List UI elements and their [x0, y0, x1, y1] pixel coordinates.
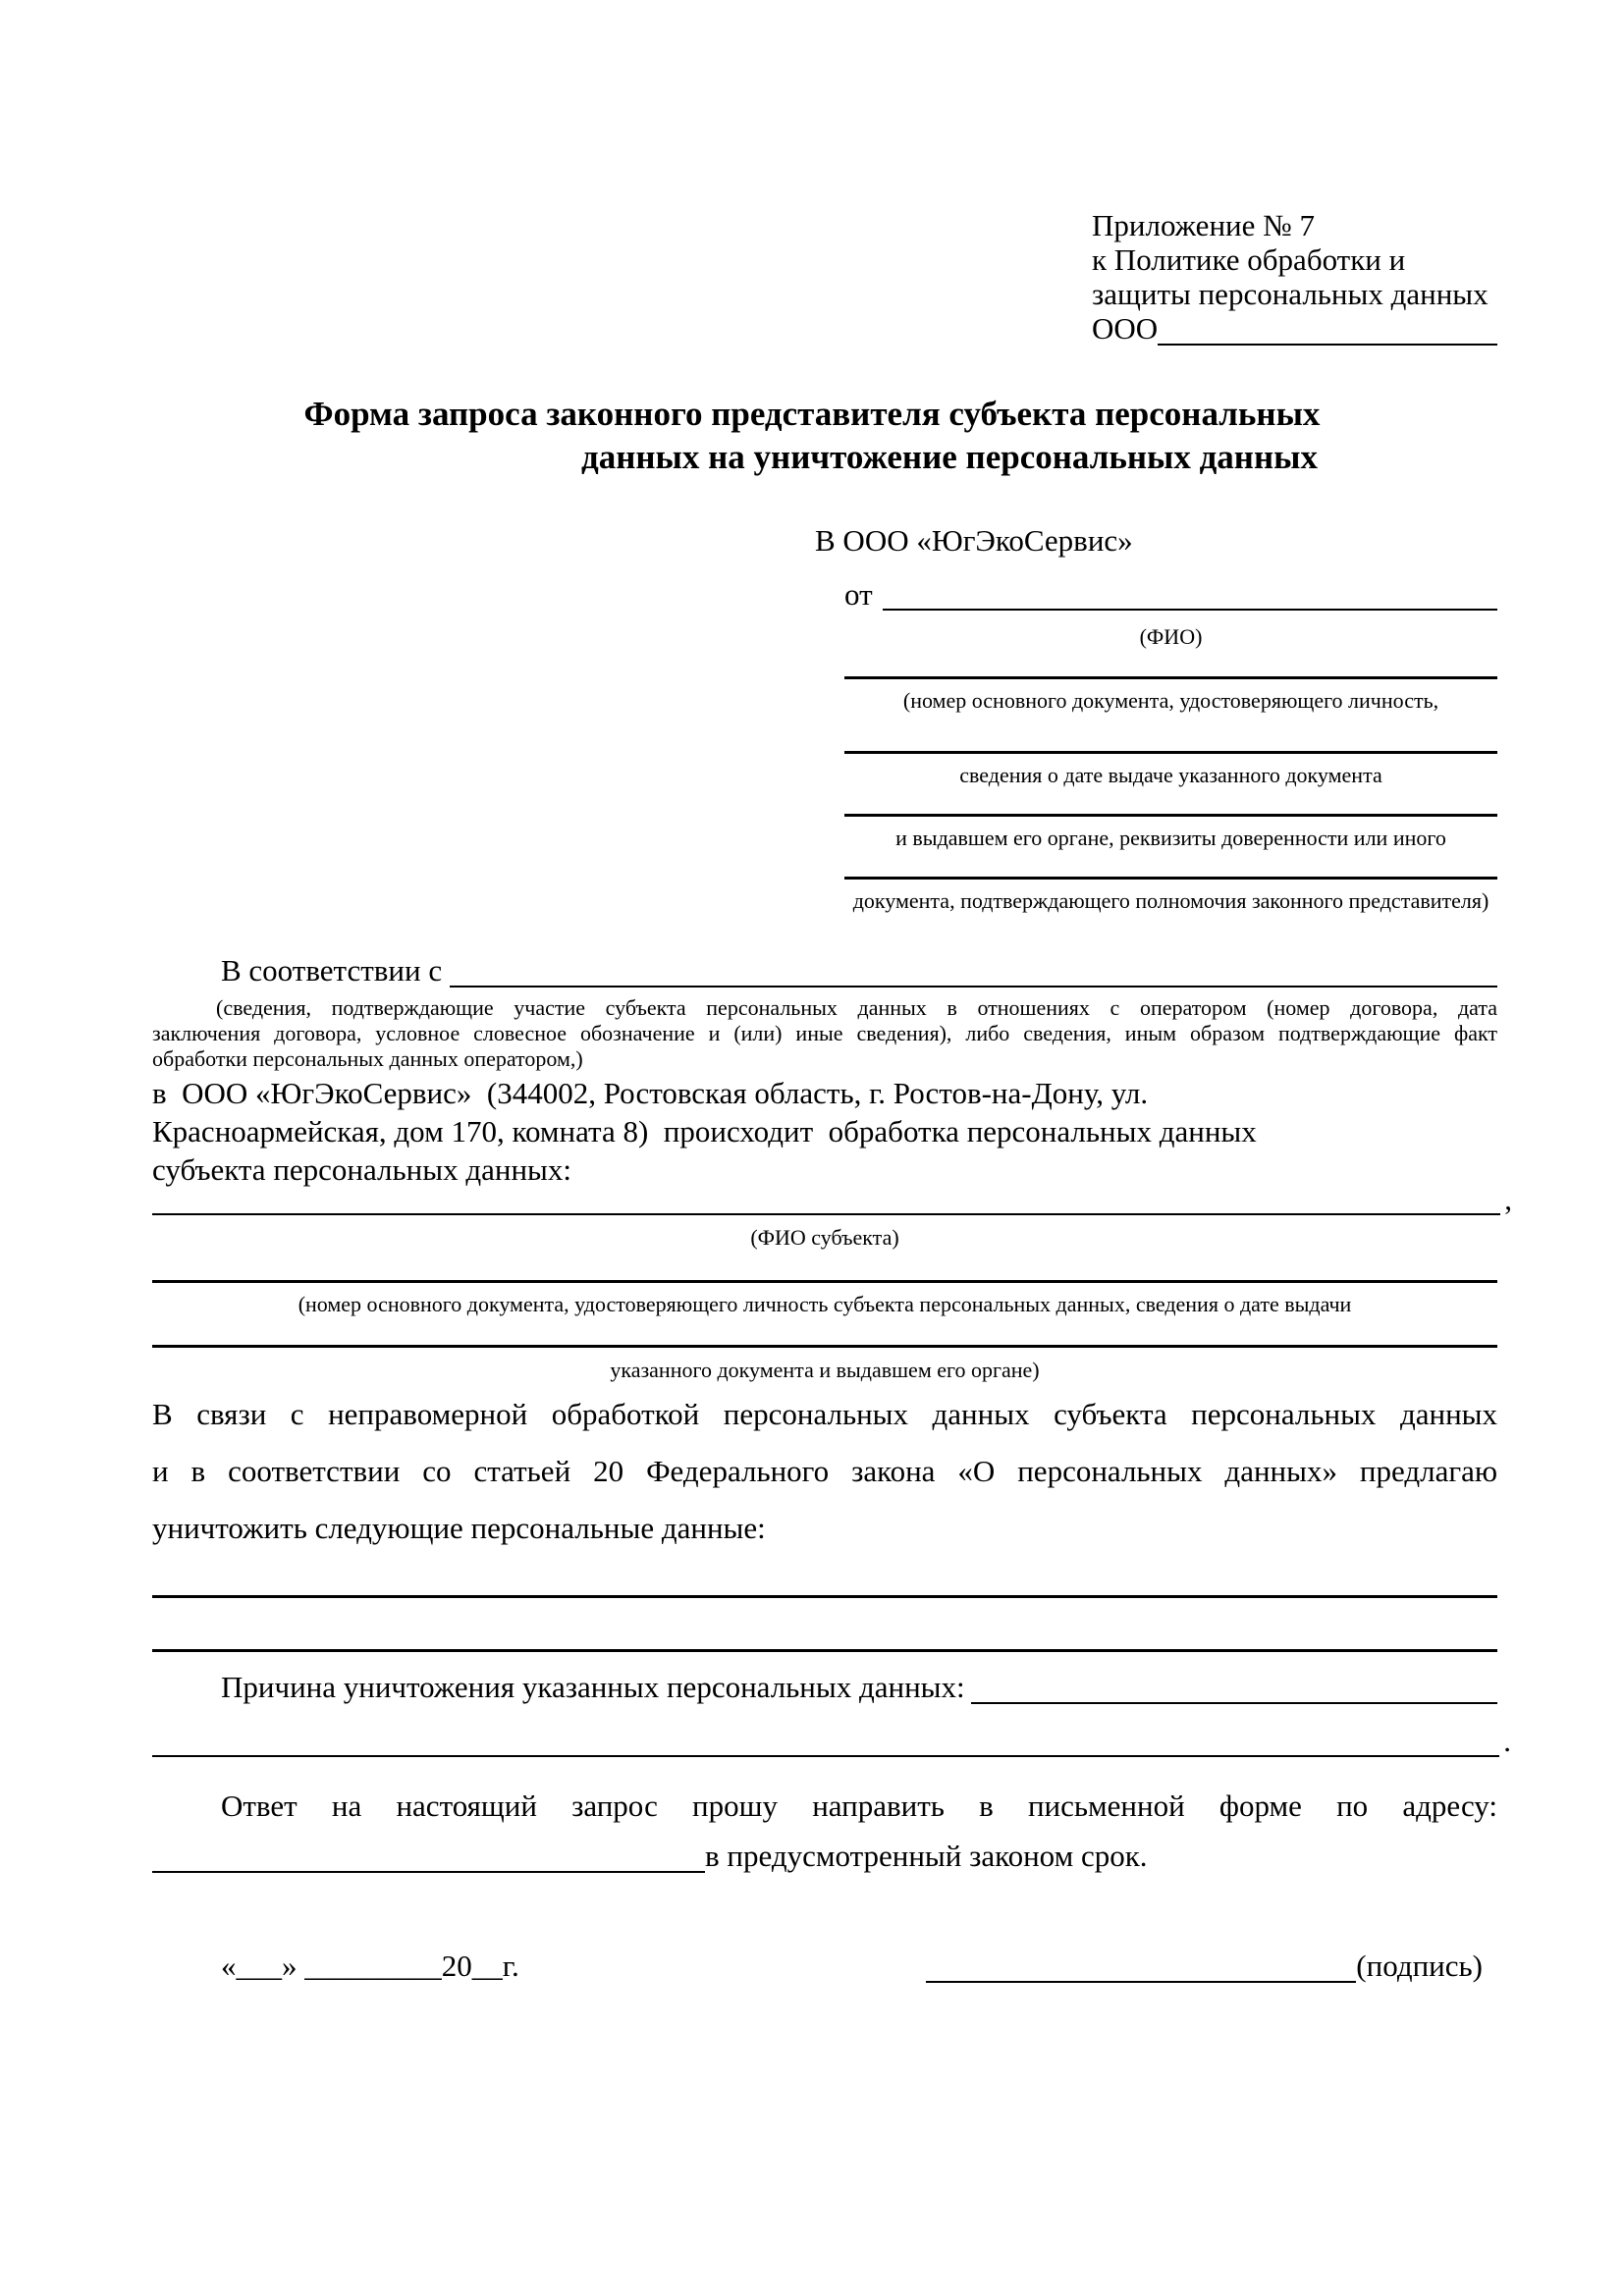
- representative-doc-blank-line-2: [844, 751, 1497, 754]
- accordance-label: В соответствии с: [221, 953, 443, 988]
- date-line: «___» _________20__г.: [221, 1949, 519, 1983]
- response-address-row: [152, 1840, 1497, 1873]
- form-title-line-1: Форма запроса законного представителя субъекта персональных: [303, 395, 1321, 433]
- trailing-comma: ,: [1504, 1182, 1512, 1216]
- reason-label: Причина уничтожения указанных персональных данных:: [221, 1670, 965, 1704]
- signature-blank-line: [926, 1981, 1356, 1983]
- subject-doc-caption-2: указанного документа и выдавшем его органе): [610, 1358, 1040, 1382]
- subject-doc-blank-line-1: [152, 1280, 1497, 1283]
- accordance-note-line-2: заключения договора, условное словесное обозначение и (или) иные сведения), либо сведения, иным образом подтверждающие факт: [152, 1021, 1497, 1045]
- representative-doc-caption-2: сведения о дате выдаче указанного документа: [959, 763, 1382, 787]
- data-to-destroy-blank-line-1: [152, 1595, 1497, 1598]
- representative-doc-caption-1: (номер основного документа, удостоверяющего личность,: [902, 688, 1439, 713]
- operator-paragraph-line-2: Красноармейская, дом 170, комната 8) происходит обработка персональных данных: [152, 1114, 1257, 1148]
- response-request-line: Ответ на настоящий запрос прошу направить в письменной форме по адресу:: [221, 1789, 1497, 1823]
- representative-doc-blank-line-3: [844, 814, 1497, 817]
- accordance-note: [152, 995, 1497, 1072]
- appendix-line-1: Приложение № 7: [1092, 208, 1315, 242]
- from-label: от: [844, 577, 873, 612]
- reason-continuation-row: [152, 1726, 1511, 1757]
- appendix-line-2: к Политике обработки и: [1092, 242, 1406, 277]
- signature-row: [926, 1949, 1483, 1983]
- subject-fio-caption: (ФИО субъекта): [750, 1225, 899, 1250]
- fio-caption: (ФИО): [1139, 624, 1203, 649]
- response-tail-text: в предусмотренный законом срок.: [705, 1839, 1148, 1873]
- representative-doc-blank-line-4: [844, 877, 1497, 880]
- subject-doc-blank-line-2: [152, 1345, 1497, 1348]
- representative-doc-caption-4: документа, подтверждающего полномочия законного представителя): [852, 888, 1489, 913]
- representative-doc-caption-3: и выдавшем его органе, реквизиты доверенности или иного: [895, 826, 1446, 850]
- accordance-row: [152, 954, 1497, 988]
- destruction-request-line-1: В связи с неправомерной обработкой персональных данных субъекта персональных данных: [152, 1397, 1497, 1431]
- signature-caption: (подпись): [1356, 1949, 1483, 1983]
- addressee-organization: В ООО «ЮгЭкоСервис»: [815, 523, 1133, 558]
- reason-continuation-blank-line: [152, 1755, 1499, 1757]
- from-blank-line: [883, 609, 1497, 611]
- destruction-request-line-2: и в соответствии со статьей 20 Федерального закона «О персональных данных» предлагаю: [152, 1454, 1497, 1488]
- reason-blank-line: [971, 1702, 1497, 1704]
- reason-row: [152, 1671, 1497, 1704]
- appendix-org-row: [1092, 311, 1497, 346]
- destruction-request-line-3: уничтожить следующие персональные данные:: [152, 1511, 766, 1545]
- from-row: [844, 579, 1497, 611]
- appendix-block: [1092, 208, 1497, 346]
- subject-fio-blank-row: [152, 1184, 1512, 1215]
- operator-paragraph: [152, 1074, 1497, 1189]
- accordance-blank-line: [450, 986, 1497, 988]
- accordance-note-line-1: (сведения, подтверждающие участие субъекта персональных данных в отношениях с оператором (номер договора, дата: [216, 995, 1497, 1020]
- representative-doc-blank-line-1: [844, 676, 1497, 679]
- org-name-blank-line: [1158, 344, 1497, 346]
- response-address-blank-line: [152, 1871, 705, 1873]
- appendix-line-3: защиты персональных данных: [1092, 277, 1489, 311]
- subject-fio-blank-line: [152, 1213, 1500, 1215]
- accordance-note-line-3: обработки персональных данных оператором,): [152, 1046, 583, 1071]
- form-title-line-2: данных на уничтожение персональных данных: [581, 438, 1318, 476]
- destruction-request-paragraph: [152, 1386, 1497, 1557]
- org-label: ООО: [1092, 311, 1159, 346]
- subject-doc-caption-1: (номер основного документа, удостоверяющего личность субъекта персональных данных, сведения о дате выдачи: [298, 1292, 1352, 1316]
- operator-paragraph-line-3: субъекта персональных данных:: [152, 1152, 571, 1187]
- trailing-period: .: [1503, 1724, 1511, 1758]
- data-to-destroy-blank-line-2: [152, 1649, 1497, 1652]
- operator-paragraph-line-1: в ООО «ЮгЭкоСервис» (344002, Ростовская область, г. Ростов-на-Дону, ул.: [152, 1076, 1149, 1110]
